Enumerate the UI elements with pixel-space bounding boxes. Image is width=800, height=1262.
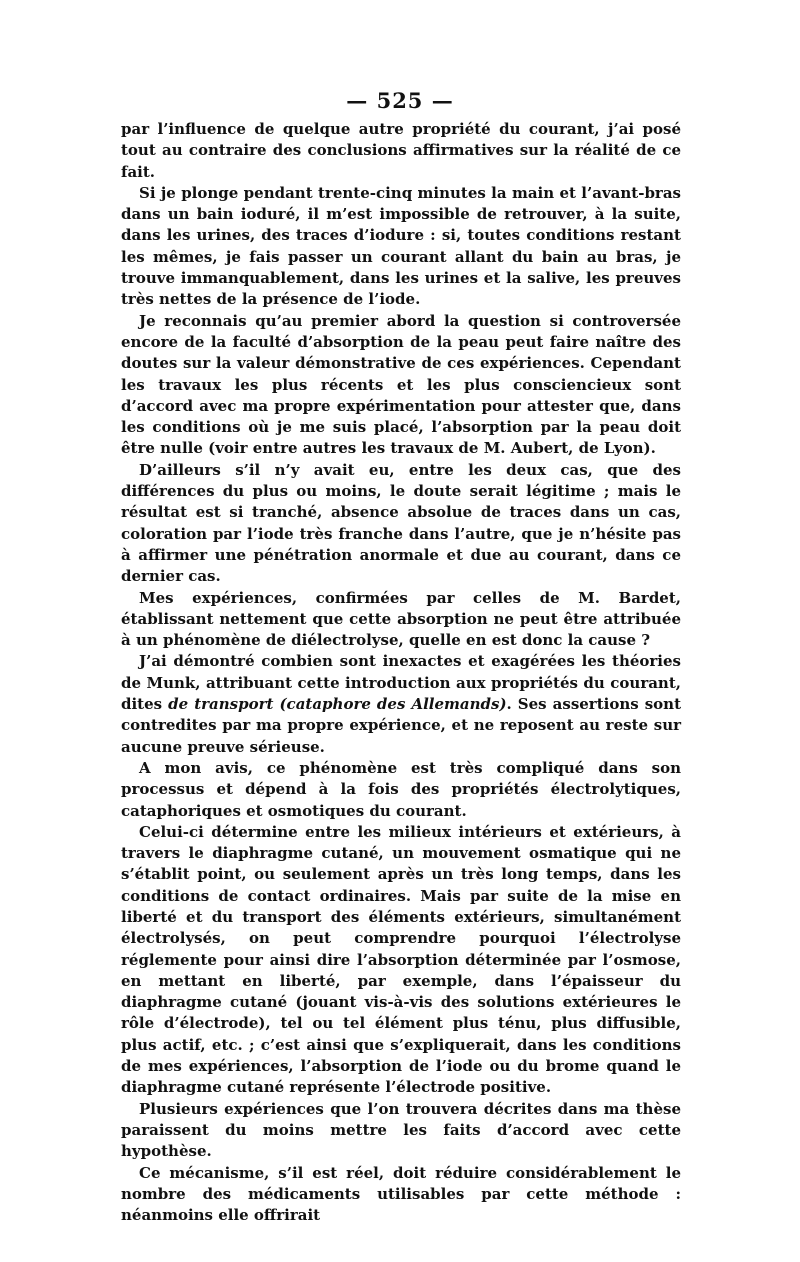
- paragraph-7: A mon avis, ce phénomène est très compliqué dans son processus et dépend à la fois des propriétés électrolytiques, cataphoriques et osmotiques du courant.: [121, 758, 681, 820]
- paragraph-1: par l’influence de quelque autre propriété du courant, j’ai posé tout au contraire des conclusions affirmatives sur la réalité de ce fait.: [121, 120, 681, 181]
- paragraph-3: Je reconnais qu’au premier abord la question si controversée encore de la faculté d’absorption de la peau peut faire naître des doutes sur la valeur démonstrative de ces expériences. Cependant les travaux les plus récents et les plus consciencieux sont d’accord avec ma propre expérimentation pour attester que, dans les conditions où je me suis placé, l’absorption par la peau doit être nulle (voir entre autres les travaux de M. Aubert, de Lyon).: [121, 311, 681, 458]
- paragraph-8: Celui-ci détermine entre les milieux intérieurs et extérieurs, à travers le diaphragme cutané, un mouvement osmatique qui ne s’établit point, ou seulement après un très long temps, dans les conditions de contact ordinaires. Mais par suite de la mise en liberté et du transport des éléments extérieurs, simultanément électrolysés, on peut comprendre pourquoi l’électrolyse réglemente pour ainsi dire l’absorption déterminée par l’osmose, en mettant en liberté, par exemple, dans l’épaisseur du diaphragme cutané (jouant vis-à-vis des solutions extérieures le rôle d’électrode), tel ou tel élément plus ténu, plus diffusible, plus actif, etc. ; c’est ainsi que s’expliquerait, dans les conditions de mes expériences, l’absorption de l’iode ou du brome quand le diaphragme cutané représente l’électrode positive.: [121, 822, 681, 1097]
- page-number: — 525 —: [346, 88, 454, 113]
- paragraph-9: Plusieurs expériences que l’on trouvera décrites dans ma thèse paraissent du moins mettre les faits d’accord avec cette hypothèse.: [121, 1099, 681, 1161]
- paragraph-6-text-before: J’ai démontré combien sont inexactes et exagérées les théories de Munk, attribuant cette introduction aux propriétés du courant, dites: [121, 652, 681, 714]
- paragraph-6-text-after: . Ses assertions sont contredites par ma propre expérience, et ne reposent au reste sur aucune preuve sérieuse.: [121, 695, 682, 756]
- body-text: [121, 119, 681, 1226]
- paragraph-5: Mes expériences, confirmées par celles de M. Bardet, établissant nettement que cette absorption ne peut être attribuée à un phénomène de diélectrolyse, quelle en est donc la cause ?: [121, 588, 681, 650]
- paragraph-2: Si je plonge pendant trente-cinq minutes la main et l’avant-bras dans un bain ioduré, il m’est impossible de retrouver, à la suite, dans les urines, des traces d’iodure : si, toutes conditions restant les mêmes, je fais passer un courant allant du bain au bras, je trouve immanquablement, dans les urines et la salive, les preuves très nettes de la présence de l’iode.: [121, 183, 681, 309]
- paragraph-6: [121, 651, 681, 757]
- paragraph-4: D’ailleurs s’il n’y avait eu, entre les deux cas, que des différences du plus ou moins, le doute serait légitime ; mais le résultat est si tranché, absence absolue de traces dans un cas, coloration par l’iode très franche dans l’autre, que je n’hésite pas à affirmer une pénétration anormale et due au courant, dans ce dernier cas.: [121, 460, 681, 586]
- paragraph-6-italic-term: de transport (cataphore des Allemands): [168, 695, 507, 714]
- paragraph-10: Ce mécanisme, s’il est réel, doit réduire considérablement le nombre des médicaments utilisables par cette méthode : néanmoins elle offrirait: [121, 1163, 681, 1225]
